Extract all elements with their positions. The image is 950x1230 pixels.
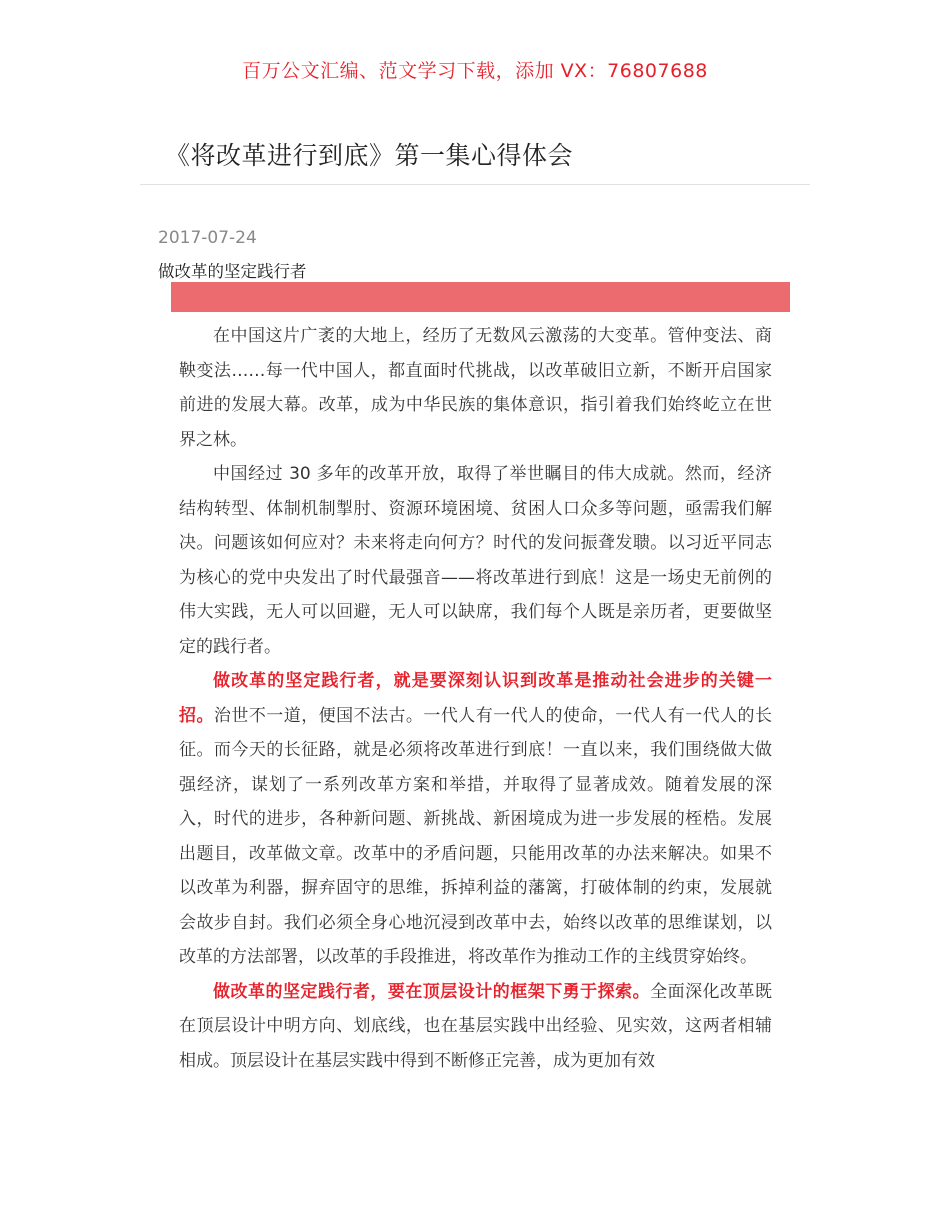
decorative-red-bar (171, 282, 790, 312)
paragraph-text: 在中国这片广袤的大地上，经历了无数风云激荡的大变革。管仲变法、商鞅变法……每一代中国人，都直面时代挑战，以改革破旧立新，不断开启国家前进的发展大幕。改革，成为中华民族的集体意识，指引着我们始终屹立在世界之林。 (179, 326, 772, 450)
promo-banner: 百万公文汇编、范文学习下载，添加 VX：76807688 (242, 60, 708, 82)
article-body (179, 319, 772, 1078)
paragraph-1 (179, 319, 772, 457)
paragraph-lead: 做改革的坚定践行者，要在顶层设计的框架下勇于探索。 (213, 981, 651, 1002)
paragraph-3 (179, 664, 772, 975)
publish-date: 2017-07-24 (158, 228, 257, 248)
paragraph-4 (179, 975, 772, 1079)
paragraph-text: 治世不一道，便国不法古。一代人有一代人的使命，一代人有一代人的长征。而今天的长征路，就是必须将改革进行到底！一直以来，我们围绕做大做强经济，谋划了一系列改革方案和举措，并取得了显著成效。随着发展的深入，时代的进步，各种新问题、新挑战、新困境成为进一步发展的桎梏。发展出题目，改革做文章。改革中的矛盾问题，只能用改革的办法来解决。如果不以改革为利器，摒弃固守的思维，拆掉利益的藩篱，打破体制的约束，发展就会故步自封。我们必须全身心地沉浸到改革中去，始终以改革的思维谋划，以改革的方法部署，以改革的手段推进，将改革作为推动工作的主线贯穿始终。 (179, 705, 773, 967)
paragraph-lead: 做改革的坚定践行者，就是要深刻认识到改革是推动社会进步的关键一招。 (179, 671, 772, 726)
paragraph-text: 全面深化改革既在顶层设计中明方向、划底线，也在基层实践中出经验、见实效，这两者相辅相成。顶层设计在基层实践中得到不断修正完善，成为更加有效 (179, 981, 773, 1071)
article-title: 《将改革进行到底》第一集心得体会 (165, 141, 574, 170)
paragraph-2 (179, 457, 772, 664)
article-subtitle: 做改革的坚定践行者 (158, 262, 307, 281)
title-divider (140, 184, 810, 185)
paragraph-text: 中国经过 30 多年的改革开放，取得了举世瞩目的伟大成就。然而，经济结构转型、体制机制掣肘、资源环境困境、贫困人口众多等问题，亟需我们解决。问题该如何应对？未来将走向何方？时代的发问振聋发聩。以习近平同志为核心的党中央发出了时代最强音——将改革进行到底！这是一场史无前例的伟大实践，无人可以回避，无人可以缺席，我们每个人既是亲历者，更要做坚定的践行者。 (179, 464, 772, 657)
